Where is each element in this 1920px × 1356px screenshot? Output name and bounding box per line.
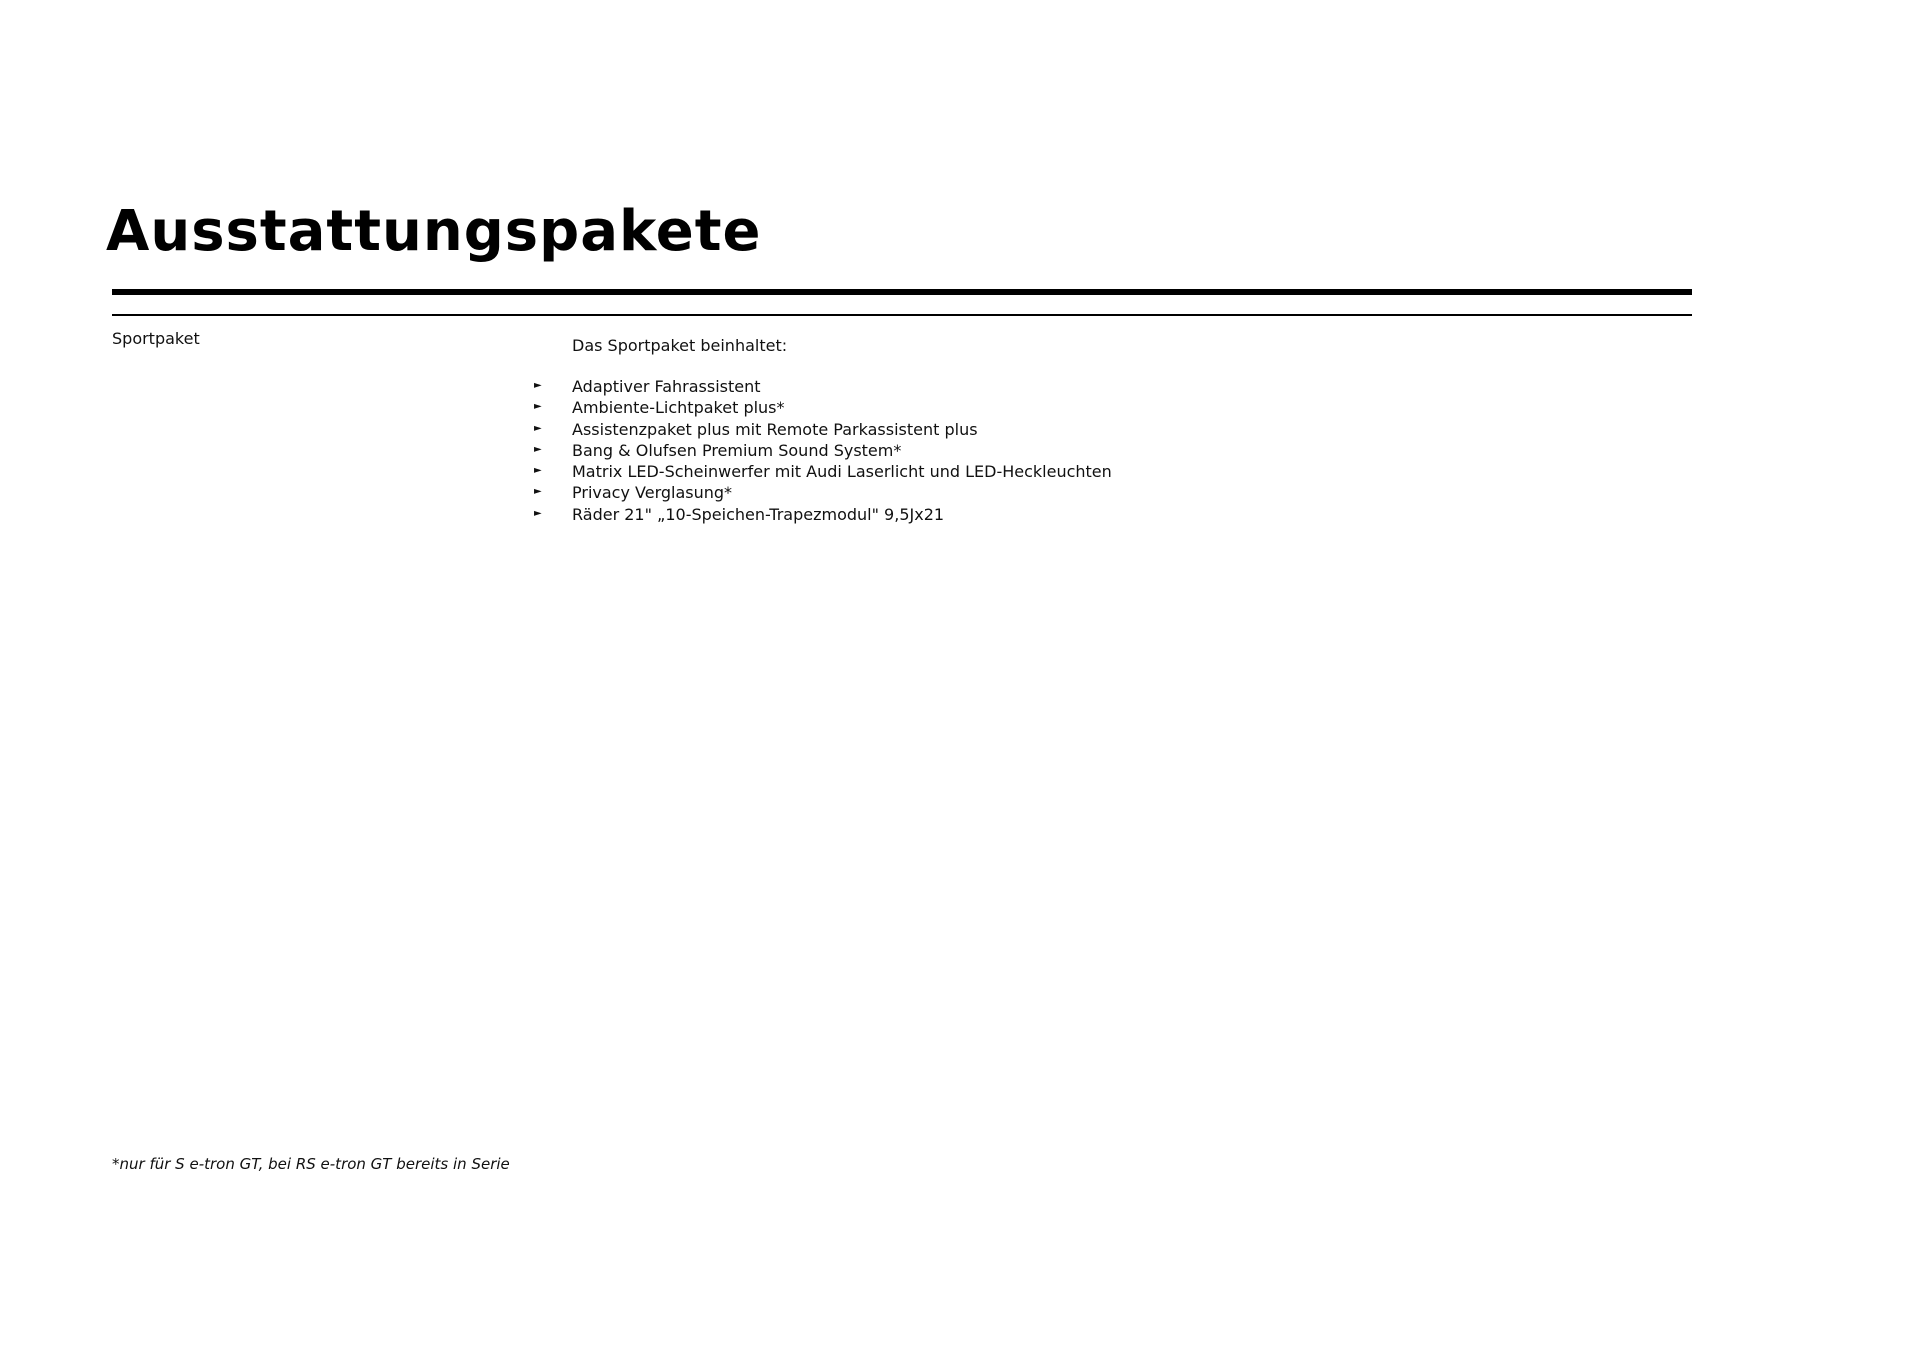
- list-item-text: Ambiente-Lichtpaket plus*: [572, 398, 785, 418]
- list-item: [534, 440, 1112, 461]
- section-intro: Das Sportpaket beinhaltet:: [572, 336, 788, 355]
- feature-list: [534, 376, 1112, 525]
- list-item: [534, 504, 1112, 525]
- list-item-text: Matrix LED-Scheinwerfer mit Audi Laserlicht und LED-Heckleuchten: [572, 462, 1112, 482]
- triangle-bullet-icon: ►: [534, 507, 542, 519]
- triangle-bullet-icon: ►: [534, 486, 542, 498]
- triangle-bullet-icon: ►: [534, 422, 542, 434]
- page-title: Ausstattungspakete: [106, 199, 762, 264]
- list-item: [534, 482, 1112, 503]
- section-label: Sportpaket: [112, 329, 200, 348]
- triangle-bullet-icon: ►: [534, 443, 542, 455]
- triangle-bullet-icon: ►: [534, 380, 542, 391]
- list-item: [534, 397, 1112, 418]
- title-divider-thin: [112, 314, 1692, 316]
- triangle-bullet-icon: ►: [534, 401, 542, 413]
- list-item: [534, 461, 1112, 482]
- list-item-text: Adaptiver Fahrassistent: [572, 377, 761, 396]
- list-item-text: Bang & Olufsen Premium Sound System*: [572, 440, 902, 460]
- list-item-text: Räder 21" „10-Speichen-Trapezmodul" 9,5Jx21: [572, 504, 945, 524]
- title-divider-thick: [112, 289, 1692, 295]
- footnote: *nur für S e-tron GT, bei RS e-tron GT bereits in Serie: [112, 1155, 510, 1173]
- triangle-bullet-icon: ►: [534, 465, 542, 477]
- list-item: [534, 419, 1112, 440]
- list-item-text: Assistenzpaket plus mit Remote Parkassistent plus: [572, 419, 978, 439]
- list-item: [534, 376, 1112, 397]
- list-item-text: Privacy Verglasung*: [572, 483, 733, 503]
